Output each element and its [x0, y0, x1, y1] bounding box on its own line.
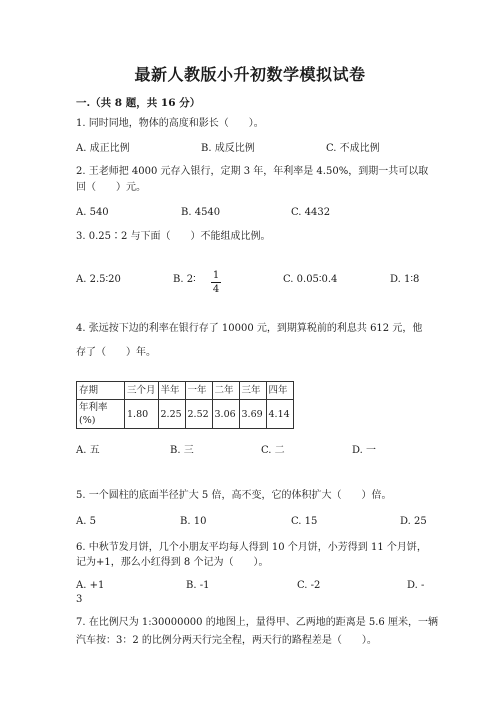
question-4-stem-line1: 4. 张远按下边的利率在银行存了 10000 元，到期算税前的利息共 612 元，他	[76, 323, 423, 334]
question-6-option-d-wrap: 3	[76, 594, 83, 605]
question-6-stem-line1: 6. 中秋节发月饼，几个小朋友平均每人得到 10 个月饼，小芳得到 11 个月饼，	[76, 542, 427, 553]
question-6-option-b[interactable]: B. -1	[186, 580, 210, 591]
table-cell: 3.06	[212, 400, 239, 429]
table-header-cell: 四年	[266, 382, 293, 400]
table-cell: 4.14	[266, 400, 293, 429]
table-cell: 3.69	[239, 400, 266, 429]
question-4-option-a[interactable]: A. 五	[76, 445, 100, 456]
question-2-stem-line2: 回（ ）元。	[76, 182, 146, 193]
question-3-stem: 3. 0.25∶2 与下面（ ）不能组成比例。	[76, 231, 271, 242]
question-3-option-d[interactable]: D. 1∶8	[390, 274, 420, 285]
question-2-option-c[interactable]: C. 4432	[291, 207, 331, 218]
question-4-stem-line2: 存了（ ）年。	[76, 347, 156, 358]
question-7-stem-line2: 汽车按：3：2 的比例分两天行完全程，两天行的路程差是（ ）。	[76, 635, 377, 646]
question-1-option-a[interactable]: A. 成正比例	[76, 143, 130, 154]
section-heading: 一.（共 8 题，共 16 分）	[76, 97, 201, 109]
table-row	[77, 400, 294, 429]
question-2-option-b[interactable]: B. 4540	[181, 207, 221, 218]
interest-rate-table	[76, 381, 294, 429]
question-5-option-d[interactable]: D. 25	[400, 516, 427, 527]
question-3-option-a[interactable]: A. 2.5∶20	[76, 274, 121, 285]
question-6-option-d[interactable]: D. -	[407, 580, 425, 591]
question-3-option-c[interactable]: C. 0.05∶0.4	[283, 274, 338, 285]
table-header-cell: 三年	[239, 382, 266, 400]
table-header-cell: 一年	[185, 382, 212, 400]
question-7-stem-line1: 7. 在比例尺为 1:30000000 的地图上，量得甲、乙两地的距离是 5.6 厘米，一辆	[76, 617, 438, 628]
question-4-option-d[interactable]: D. 一	[352, 445, 377, 456]
table-header-row	[77, 382, 294, 400]
table-cell: 2.25	[158, 400, 185, 429]
table-header-cell: 存期	[77, 382, 125, 400]
question-3-fraction	[210, 270, 222, 295]
question-5-option-c[interactable]: C. 15	[291, 516, 318, 527]
table-cell: 年利率(%)	[77, 400, 125, 429]
question-6-stem-line2: 记为+1，那么小红得到 8 个记为（ ）。	[76, 557, 269, 568]
question-5-stem: 5. 一个圆柱的底面半径扩大 5 倍，高不变，它的体积扩大（ ）倍。	[76, 490, 392, 501]
table-header-cell: 三个月	[125, 382, 159, 400]
question-5-option-a[interactable]: A. 5	[76, 516, 96, 527]
question-2-stem-line1: 2. 王老师把 4000 元存入银行，定期 3 年，年利率是 4.50%，到期一共可以取	[76, 166, 429, 177]
question-6-option-a[interactable]: A. +1	[76, 580, 105, 591]
question-4-option-b[interactable]: B. 三	[170, 445, 194, 456]
question-2-option-a[interactable]: A. 540	[76, 207, 109, 218]
question-4-option-c[interactable]: C. 二	[261, 445, 285, 456]
fraction-bar	[211, 282, 221, 283]
question-5-option-b[interactable]: B. 10	[180, 516, 207, 527]
table-cell: 2.52	[185, 400, 212, 429]
table-cell: 1.80	[125, 400, 159, 429]
page-title: 最新人教版小升初数学模拟试卷	[134, 65, 366, 84]
question-6-option-c[interactable]: C. -2	[297, 580, 321, 591]
question-3-option-b[interactable]: B. 2∶	[173, 274, 196, 285]
fraction-numerator: 1	[212, 270, 220, 281]
question-1-stem: 1. 同时同地，物体的高度和影长（ ）。	[76, 118, 264, 129]
table-header-cell: 半年	[158, 382, 185, 400]
table-header-cell: 二年	[212, 382, 239, 400]
question-1-option-b[interactable]: B. 成反比例	[201, 143, 255, 154]
question-1-option-c[interactable]: C. 不成比例	[326, 143, 380, 154]
fraction-denominator: 4	[212, 284, 220, 295]
